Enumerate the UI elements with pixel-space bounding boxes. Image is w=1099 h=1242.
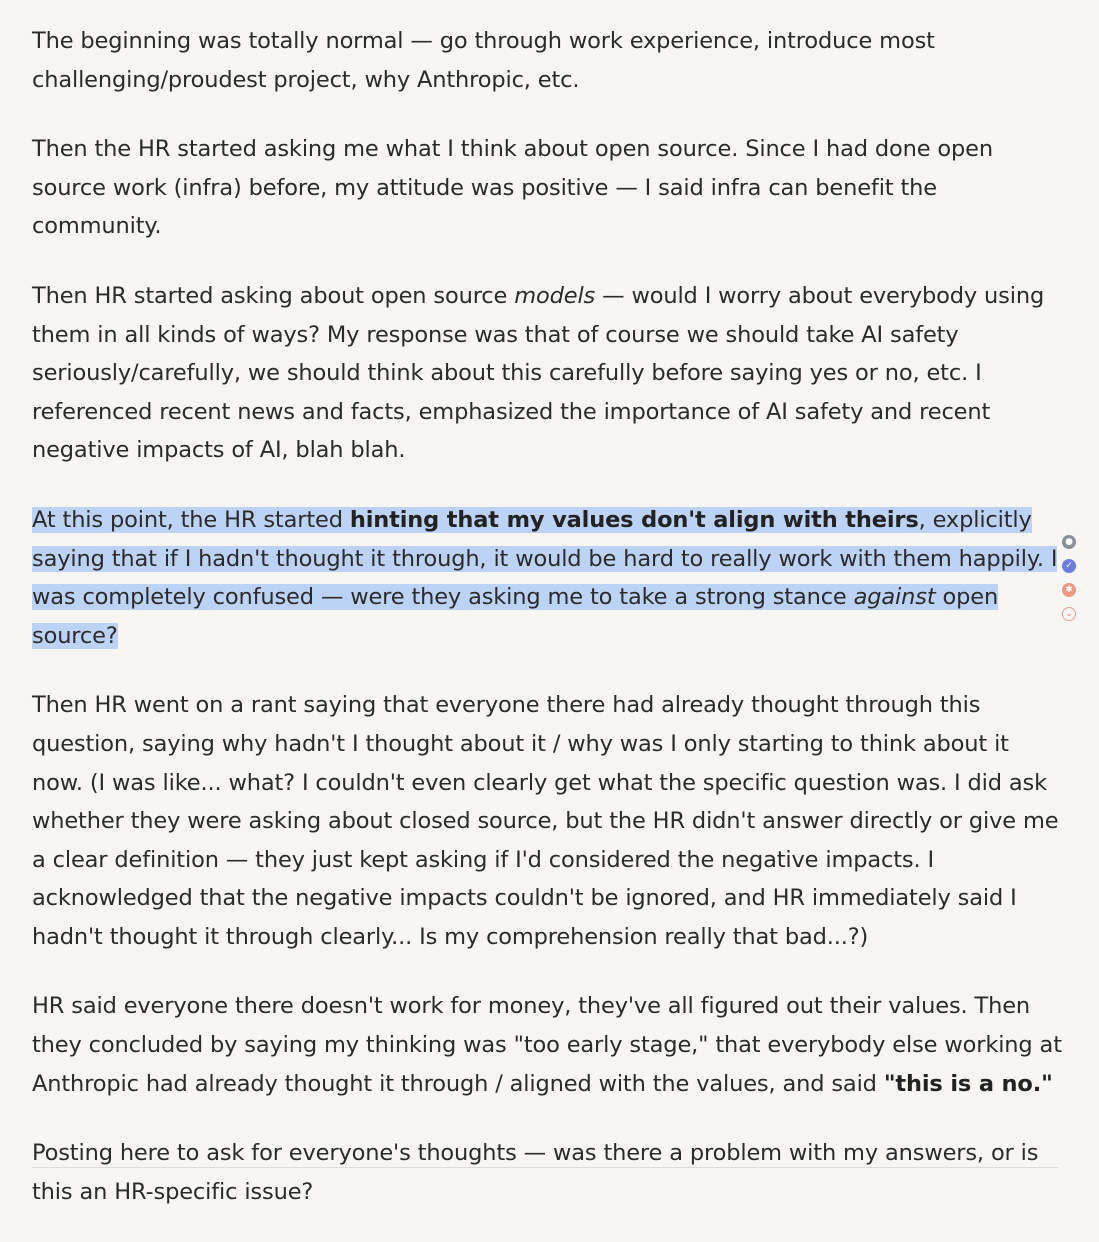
paragraph-rant-text: Then HR went on a rant saying that everyone there had already thought through this question, saying why hadn't I thought about it / why was I only starting to think about it now. (I was like... what? I couldn't even clearly get what the specific question was. I did ask whether they were asking about closed source, but the HR didn't answer directly or give me a clear definition — they just kept asking if I'd considered the negative impacts. I acknowledged that the negative impacts couldn't be ignored, and HR immediately said I hadn't thought it through clearly... Is my comprehension really that bad...?) [32, 692, 1059, 950]
paragraph-values-emphasis: against [853, 584, 936, 611]
paragraph-conclusion-before: HR said everyone there doesn't work for money, they've all figured out their values. Then they concluded by saying my thinking was "too early stage," that everybody else working at Anthropic had already thought it through / aligned with the values, and said [32, 993, 1062, 1097]
paragraph-values-middle: , explicitly saying that if I hadn't thought it through, it would be hard to really work with them happily. I was completely confused — were they asking me to take a strong stance [32, 506, 1058, 611]
paragraph-models-emphasis: models [514, 282, 596, 309]
paragraph-question-text: Posting here to ask for everyone's thoughts — was there a problem with my answers, or is this an HR-specific issue? [32, 1140, 1039, 1205]
paragraph-open-source-text: Then the HR started asking me what I think about open source. Since I had done open source work (infra) before, my attitude was positive — I said infra can benefit the community. [32, 136, 993, 240]
paragraph-models [32, 277, 1062, 470]
paragraph-values-bold: hinting that my values don't align with theirs [349, 506, 919, 533]
paragraph-conclusion [32, 987, 1062, 1103]
paragraph-models-before: Then HR started asking about open source [32, 282, 515, 309]
paragraph-intro [32, 22, 1062, 99]
post-body [32, 22, 1062, 1242]
paragraph-values-highlighted[interactable] [32, 501, 1062, 655]
paragraph-rant [32, 686, 1062, 956]
star-icon-glyph: ✱ [1065, 584, 1073, 595]
chevron-down-icon-glyph: ⌄ [1065, 608, 1073, 619]
bottom-divider [32, 1167, 1058, 1168]
paragraph-models-after: — would I worry about everybody using them in all kinds of ways? My response was that of course we should take AI safety seriously/carefully, we should think about this carefully before saying yes or no, etc. I referenced recent news and facts, emphasized the importance of AI safety and recent negative impacts of AI, blah blah. [32, 282, 1045, 464]
paragraph-values-after: open source? [32, 584, 999, 649]
star-icon[interactable] [1062, 583, 1076, 597]
chevron-down-icon[interactable] [1062, 607, 1076, 621]
paragraph-open-source [32, 130, 1062, 246]
selected-text-highlight[interactable] [32, 507, 1057, 649]
avatar-icon-glyph: ● [1065, 536, 1073, 547]
share-icon[interactable] [1062, 559, 1076, 573]
avatar-icon[interactable] [1062, 535, 1076, 549]
paragraph-values-before: At this point, the HR started [32, 506, 350, 533]
share-icon-glyph: ✓ [1065, 560, 1073, 571]
paragraph-conclusion-bold: "this is a no." [883, 1070, 1053, 1097]
paragraph-intro-text: The beginning was totally normal — go through work experience, introduce most challenging/proudest project, why Anthropic, etc. [32, 28, 935, 93]
selection-toolbar [1061, 535, 1079, 631]
